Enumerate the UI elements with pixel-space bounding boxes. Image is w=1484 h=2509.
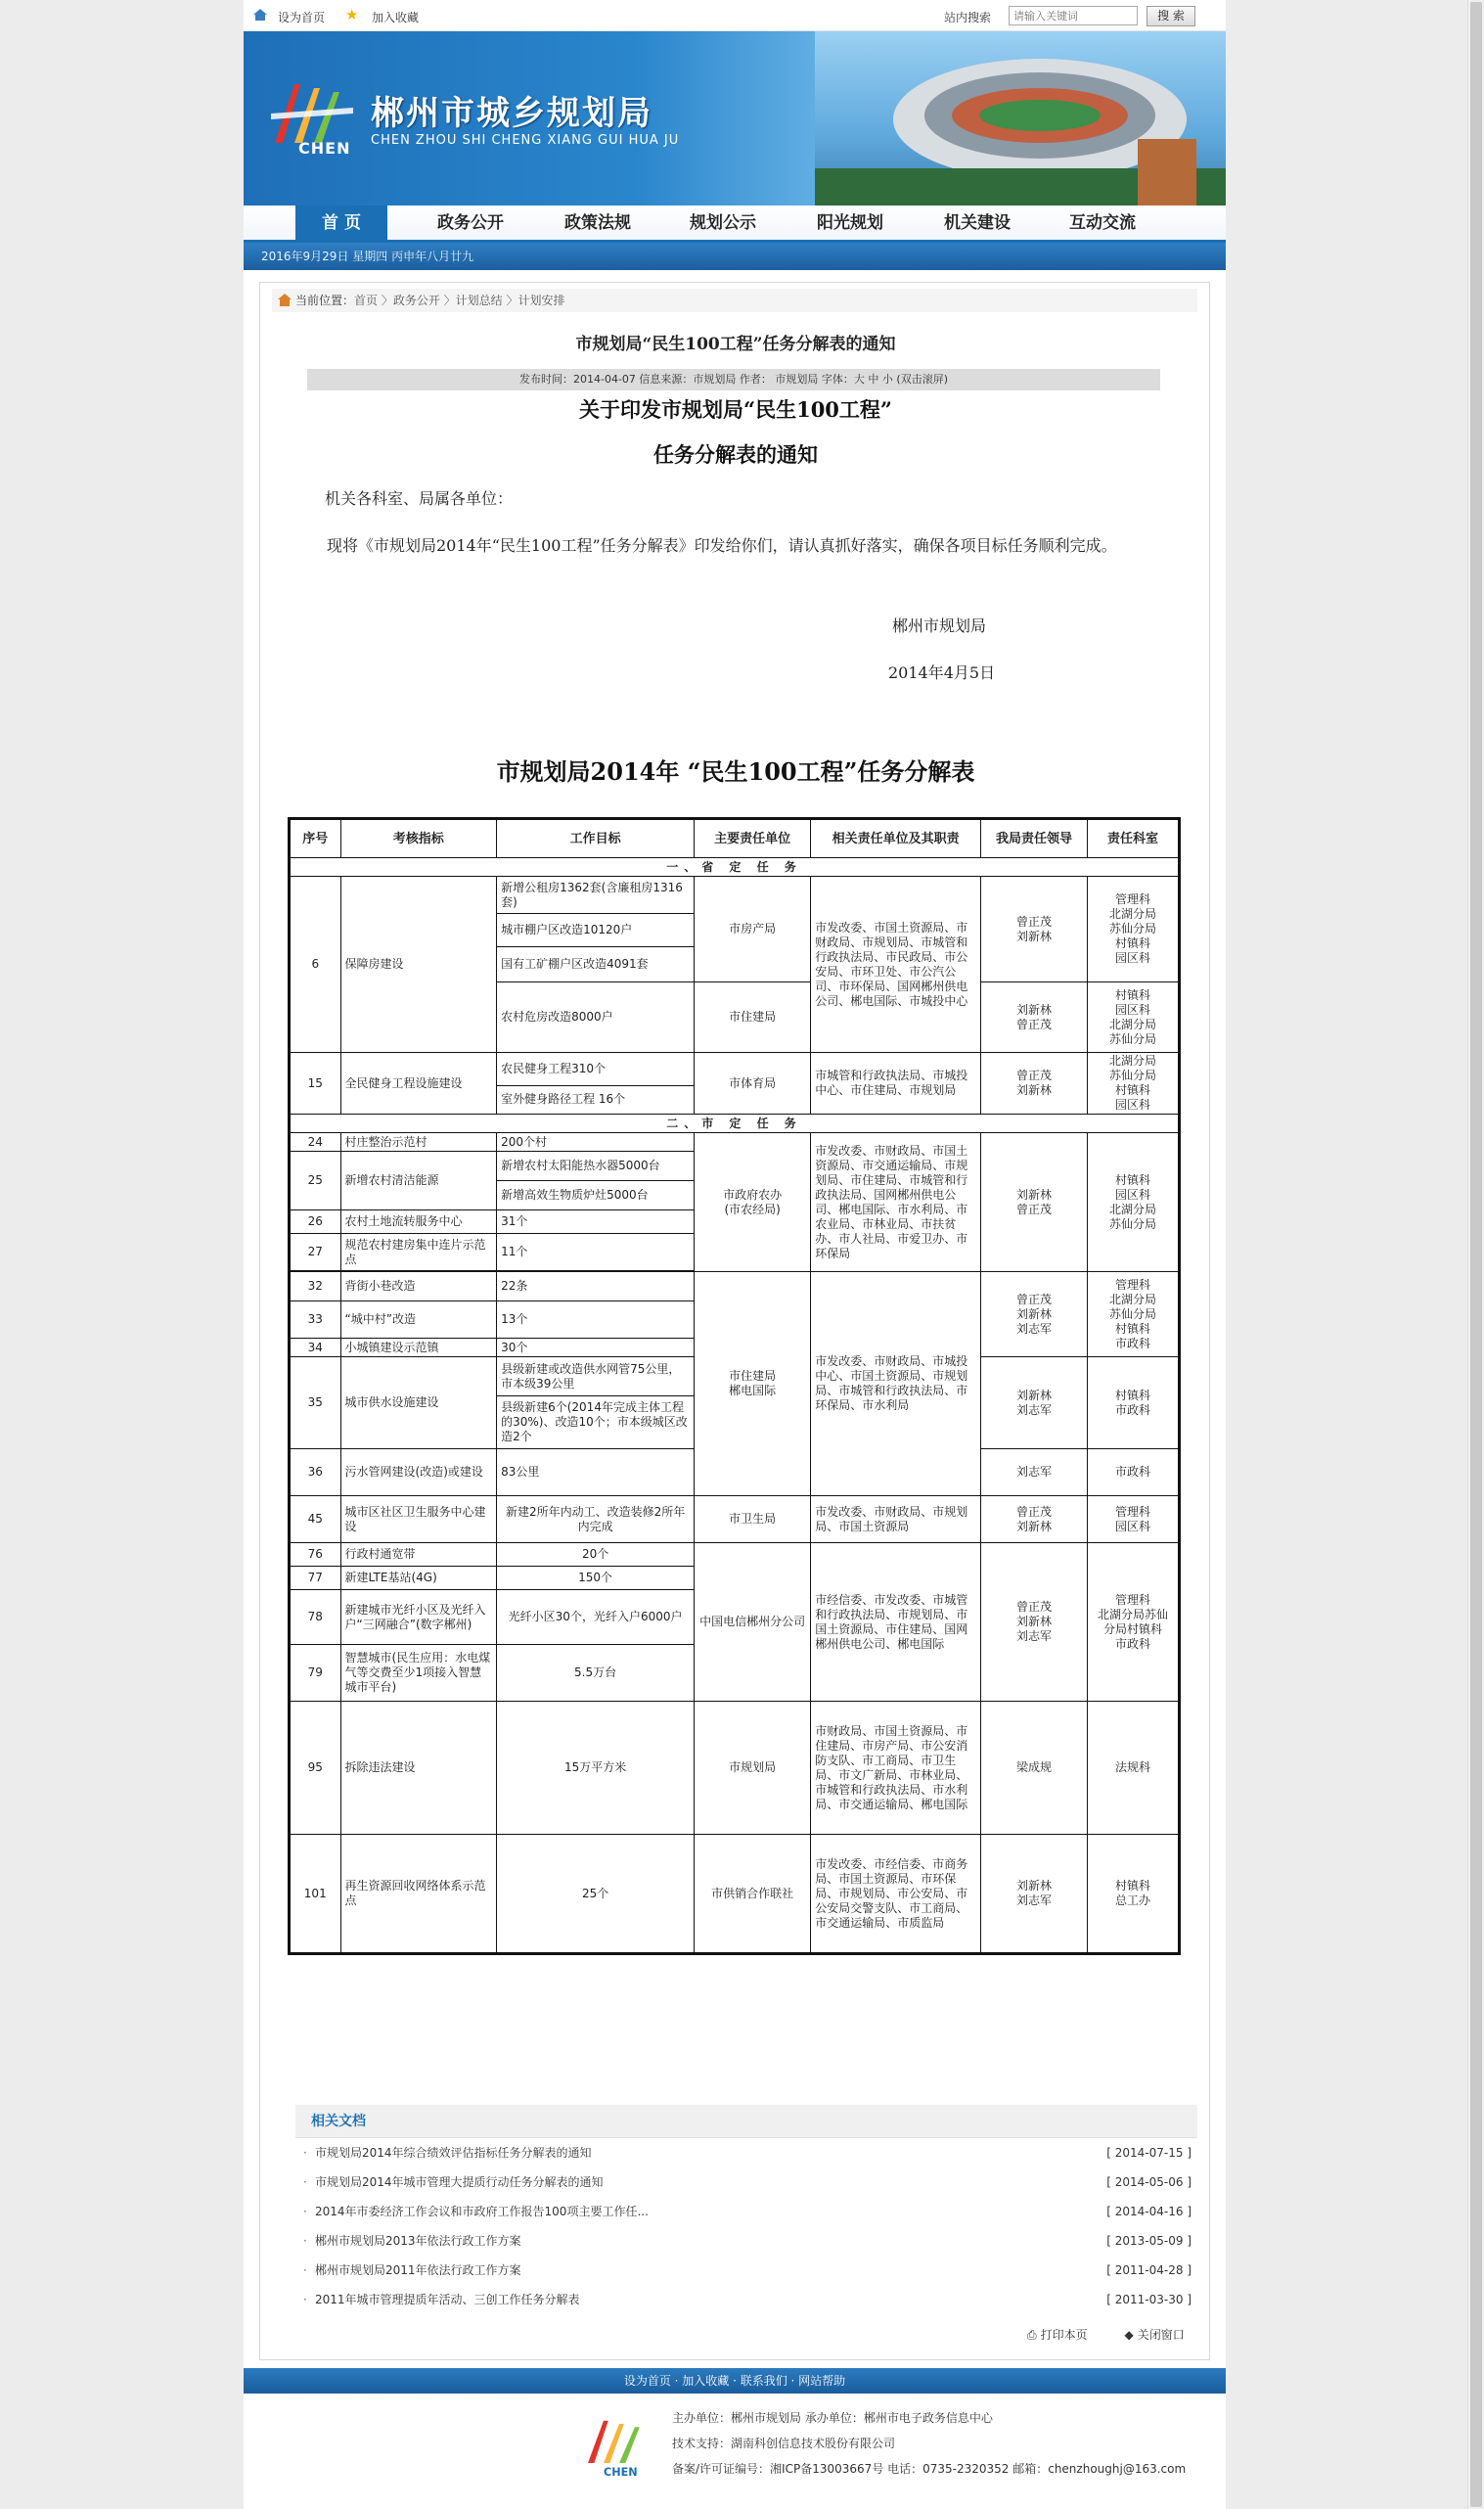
cell-unit: 市体育局	[695, 1053, 811, 1115]
doc-signature: 郴州市规划局	[892, 616, 987, 635]
section-label: 二、市 定 任 务	[290, 1115, 1180, 1133]
cell-related: 市发改委、市经信委、市商务局、市国土资源局、市环保局、市规划局、市公安局、市公安局交警支队、市工商局、市交通运输局、市质监局	[811, 1835, 981, 1954]
cell-goal: 22条	[497, 1272, 695, 1301]
cell-goal: 5.5万台	[497, 1645, 695, 1702]
cell-indicator: 村庄整治示范村	[340, 1133, 497, 1152]
cell-goal: 25个	[497, 1835, 695, 1954]
cell-goal: 31个	[497, 1210, 695, 1234]
table-row	[290, 1133, 1180, 1152]
related-doc-link[interactable]: 郴州市规划局2011年依法行政工作方案	[315, 2263, 521, 2277]
cell-indicator: “城中村”改造	[340, 1301, 497, 1339]
cell-no: 34	[290, 1339, 341, 1357]
cell-dept: 村镇科 园区科 北湖分局 苏仙分局	[1088, 982, 1180, 1053]
cell-no: 24	[290, 1133, 341, 1152]
breadcrumb-label: 当前位置：	[295, 294, 355, 307]
cell-leader: 刘志军	[980, 1449, 1087, 1496]
cell-no: 76	[290, 1543, 341, 1567]
related-doc-item[interactable]	[295, 2167, 1197, 2197]
cell-dept: 法规科	[1088, 1702, 1180, 1835]
table-row	[290, 1496, 1180, 1543]
table-header-row	[290, 819, 1180, 858]
breadcrumb	[272, 289, 1197, 312]
header-cell: 主要责任单位	[695, 819, 811, 858]
cell-unit: 市房产局	[695, 877, 811, 982]
cell-unit: 市住建局 郴电国际	[695, 1272, 811, 1496]
cell-related: 市发改委、市财政局、市规划局、市国土资源局	[811, 1496, 981, 1543]
cell-goal: 20个	[497, 1543, 695, 1567]
add-favorite-link[interactable]: 加入收藏	[372, 11, 420, 24]
related-doc-date: [ 2014-07-15 ]	[1106, 2146, 1192, 2160]
header-cell: 考核指标	[340, 819, 497, 858]
footer	[244, 2394, 1226, 2509]
doc-salutation: 机关各科室、局属各单位：	[325, 489, 514, 508]
table-row	[290, 1272, 1180, 1301]
cell-goal: 11个	[497, 1234, 695, 1271]
home-icon	[253, 9, 267, 21]
header-cell: 序号	[290, 819, 341, 858]
cell-no: 25	[290, 1152, 341, 1210]
cell-unit: 市政府农办 (市农经局)	[695, 1133, 811, 1272]
doc-body: 现将《市规划局2014年“民生100工程”任务分解表》印发给你们，请认真抓好落实，确保各项目标任务顺利完成。	[327, 536, 1117, 555]
cell-leader: 刘新林 刘志军	[980, 1835, 1087, 1954]
cell-unit: 中国电信郴州分公司	[695, 1543, 811, 1702]
cell-goal: 县级新建6个(2014年完成主体工程的30%)、改造10个；市本级城区改造2个	[497, 1396, 695, 1449]
site-pinyin: CHEN ZHOU SHI CHENG XIANG GUI HUA JU	[371, 133, 680, 148]
stadium-image	[815, 31, 1226, 205]
set-home-link[interactable]: 设为首页	[278, 11, 326, 24]
cell-goal: 农村危房改造8000户	[497, 982, 695, 1053]
cell-unit: 市住建局	[695, 982, 811, 1053]
cell-no: 95	[290, 1702, 341, 1835]
vertical-scrollbar[interactable]	[1467, 0, 1484, 2509]
cell-goal: 150个	[497, 1567, 695, 1590]
doc-date: 2014年4月5日	[888, 663, 996, 682]
nav-policy[interactable]: 政策法规	[564, 213, 631, 233]
cell-dept: 村镇科 市政科	[1088, 1357, 1180, 1449]
search-input[interactable]	[1009, 6, 1138, 25]
cell-no: 77	[290, 1567, 341, 1590]
cell-dept: 管理科 北湖分局 苏仙分局 村镇科 园区科	[1088, 877, 1180, 982]
cell-indicator: 保障房建设	[340, 877, 497, 1053]
cell-leader: 刘新林 曾正茂	[980, 982, 1087, 1053]
cell-dept: 北湖分局 苏仙分局 村镇科 园区科	[1088, 1053, 1180, 1115]
related-doc-item[interactable]	[295, 2226, 1197, 2256]
related-doc-date: [ 2011-03-30 ]	[1106, 2293, 1192, 2306]
cell-dept: 管理科 北湖分局苏仙分局村镇科 市政科	[1088, 1543, 1180, 1702]
header-cell: 我局责任领导	[980, 819, 1087, 858]
cell-no: 6	[290, 877, 341, 1053]
cell-no: 78	[290, 1590, 341, 1645]
cell-no: 26	[290, 1210, 341, 1234]
cell-leader: 曾正茂 刘新林	[980, 877, 1087, 982]
cell-dept: 市政科	[1088, 1449, 1180, 1496]
cell-goal: 新建2所年内动工、改造装修2所年内完成	[497, 1496, 695, 1543]
cell-leader: 曾正茂 刘新林	[980, 1053, 1087, 1115]
scrollbar-thumb[interactable]	[1470, 2, 1482, 2507]
cell-dept: 管理科 北湖分局 苏仙分局 村镇科 市政科	[1088, 1272, 1180, 1357]
cell-dept: 村镇科 总工办	[1088, 1835, 1180, 1954]
footer-logo-text: CHEN	[604, 2465, 638, 2479]
search-label: 站内搜索	[944, 11, 992, 24]
cell-indicator: 拆除违法建设	[340, 1702, 497, 1835]
search-button[interactable]: 搜 索	[1147, 6, 1195, 26]
table-row	[290, 877, 1180, 914]
footer-nav[interactable]: 设为首页 · 加入收藏 · 联系我们 · 网站帮助	[244, 2368, 1226, 2394]
cell-indicator: 背街小巷改造	[340, 1272, 497, 1301]
print-link[interactable]: 打印本页	[1040, 2328, 1088, 2342]
cell-indicator: 城市区社区卫生服务中心建设	[340, 1496, 497, 1543]
section-row	[290, 858, 1180, 877]
cell-related: 市发改委、市财政局、市国土资源局、市交通运输局、市规划局、市住建局、市城管和行政执法局、国网郴州供电公司、郴电国际、市水利局、市农业局、市林业局、市扶贫办、市人社局、市爱卫办、市环保局	[811, 1133, 981, 1272]
related-doc-link[interactable]: 2014年市委经济工作会议和市政府工作报告100项主要工作任...	[315, 2205, 649, 2218]
related-doc-link[interactable]: 2011年城市管理提质年活动、三创工作任务分解表	[315, 2293, 580, 2306]
cell-leader: 曾正茂 刘新林 刘志军	[980, 1272, 1087, 1357]
cell-unit: 市规划局	[695, 1702, 811, 1835]
page-wrapper	[244, 0, 1226, 2509]
cell-indicator: 农村土地流转服务中心	[340, 1210, 497, 1234]
cell-goal: 农民健身工程310个	[497, 1053, 695, 1086]
cell-goal: 城市棚户区改造10120户	[497, 914, 695, 947]
cell-no: 45	[290, 1496, 341, 1543]
main-nav	[244, 205, 1226, 243]
nav-interaction[interactable]: 互动交流	[1069, 213, 1136, 233]
cell-indicator: 行政村通宽带	[340, 1543, 497, 1567]
cell-no: 15	[290, 1053, 341, 1115]
cell-leader: 刘新林 刘志军	[980, 1357, 1087, 1449]
cell-leader: 曾正茂 刘新林 刘志军	[980, 1543, 1087, 1702]
related-doc-item[interactable]	[295, 2256, 1197, 2285]
cell-goal: 县级新建或改造供水网管75公里，市本级39公里	[497, 1357, 695, 1396]
nav-sunshine-plan[interactable]: 阳光规划	[817, 213, 883, 233]
cell-related: 市城管和行政执法局、市城投中心、市住建局、市规划局	[811, 1053, 981, 1115]
nav-gov-affairs[interactable]: 政务公开	[437, 213, 504, 233]
cell-no: 35	[290, 1357, 341, 1449]
cell-goal: 13个	[497, 1301, 695, 1339]
cell-no: 79	[290, 1645, 341, 1702]
cell-goal: 200个村	[497, 1133, 695, 1152]
nav-org-building[interactable]: 机关建设	[944, 213, 1011, 233]
cell-dept: 管理科 园区科	[1088, 1496, 1180, 1543]
table-row	[290, 1053, 1180, 1086]
cell-indicator: 新建城市光纤小区及光纤入户“三网融合”(数字郴州)	[340, 1590, 497, 1645]
table-title: 市规划局2014年 “民生100工程”任务分解表	[496, 757, 975, 786]
date-bar: 2016年9月29日 星期四 丙申年八月廿九	[244, 243, 1226, 270]
star-icon: ★	[345, 6, 359, 23]
cell-leader: 梁成规	[980, 1702, 1087, 1835]
cell-no: 27	[290, 1234, 341, 1271]
related-doc-date: [ 2011-04-28 ]	[1106, 2263, 1192, 2277]
cell-related: 市发改委、市财政局、市城投中心、市国土资源局、市规划局、市城管和行政执法局、市环保局、市水利局	[811, 1272, 981, 1496]
doc-heading-line2: 任务分解表的通知	[653, 442, 818, 467]
close-window-link[interactable]: 关闭窗口	[1137, 2328, 1185, 2342]
cell-goal: 新增农村太阳能热水器5000台	[497, 1152, 695, 1181]
article-container	[259, 282, 1210, 2360]
related-doc-link[interactable]: 郴州市规划局2013年依法行政工作方案	[315, 2234, 521, 2248]
related-doc-link[interactable]: 市规划局2014年城市管理大提质行动任务分解表的通知	[315, 2175, 604, 2189]
cell-indicator: 污水管网建设(改造)或建设	[340, 1449, 497, 1496]
cell-indicator: 新增农村清洁能源	[340, 1152, 497, 1210]
section-row	[290, 1115, 1180, 1133]
cell-related: 市经信委、市发改委、市城管和行政执法局、市规划局、市国土资源局、市住建局、国网郴州供电公司、郴电国际	[811, 1543, 981, 1702]
cell-indicator: 智慧城市(民生应用：水电煤气等交费至少1项接入智慧城市平台)	[340, 1645, 497, 1702]
cell-related: 市财政局、市国土资源局、市住建局、市房产局、市公安消防支队、市工商局、市卫生局、市文广新局、市林业局、市城管和行政执法局、市水利局、市交通运输局、郴电国际	[811, 1702, 981, 1835]
footer-line-host: 主办单位：郴州市规划局 承办单位：郴州市电子政务信息中心	[672, 2411, 993, 2425]
related-docs-title: 相关文档	[295, 2105, 1197, 2138]
related-doc-date: [ 2013-05-09 ]	[1106, 2234, 1192, 2248]
cell-goal: 新增公租房1362套(含廉租房1316套)	[497, 877, 695, 914]
site-banner	[244, 31, 1226, 205]
printer-icon: ⎙	[1027, 2328, 1037, 2342]
related-doc-item[interactable]	[295, 2138, 1197, 2167]
cell-goal: 83公里	[497, 1449, 695, 1496]
footer-logo-icon	[580, 2415, 658, 2480]
cell-indicator: 全民健身工程设施建设	[340, 1053, 497, 1115]
top-bar	[244, 0, 1226, 31]
cell-goal: 光纤小区30个，光纤入户6000户	[497, 1590, 695, 1645]
header-cell: 责任科室	[1088, 819, 1180, 858]
related-doc-date: [ 2014-05-06 ]	[1106, 2175, 1192, 2189]
cell-goal: 新增高效生物质炉灶5000台	[497, 1181, 695, 1210]
site-name: 郴州市城乡规划局	[371, 94, 652, 133]
nav-home[interactable]: 首 页	[295, 205, 387, 243]
logo-text: CHEN	[298, 139, 351, 158]
table-row	[290, 1835, 1180, 1954]
cell-related: 市发改委、市国土资源局、市财政局、市规划局、市城管和行政执法局、市民政局、市公安局、市环卫处、市公汽公司、市环保局、国网郴州供电公司、郴电国际、市城投中心	[811, 877, 981, 1053]
cell-goal: 30个	[497, 1339, 695, 1357]
article-meta: 发布时间：2014-04-07 信息来源：市规划局 作者： 市规划局 字体：大 中 小 (双击滚屏)	[307, 369, 1160, 390]
cell-no: 33	[290, 1301, 341, 1339]
cell-dept: 村镇科 园区科 北湖分局 苏仙分局	[1088, 1133, 1180, 1272]
cell-goal: 国有工矿棚户区改造4091套	[497, 947, 695, 982]
cell-indicator: 小城镇建设示范镇	[340, 1339, 497, 1357]
cell-indicator: 规范农村建房集中连片示范点	[340, 1234, 497, 1271]
footer-line-support: 技术支持：湖南科创信息技术股份有限公司	[672, 2437, 896, 2450]
section-label: 一、省 定 任 务	[290, 858, 1180, 877]
header-cell: 相关责任单位及其职责	[811, 819, 981, 858]
doc-heading-line1: 关于印发市规划局“民生100工程”	[579, 397, 892, 422]
cell-unit: 市供销合作联社	[695, 1835, 811, 1954]
cell-leader: 曾正茂 刘新林	[980, 1496, 1087, 1543]
related-doc-item[interactable]	[295, 2285, 1197, 2314]
cell-no: 32	[290, 1272, 341, 1301]
task-table	[288, 817, 1181, 1955]
breadcrumb-path[interactable]: 首页 〉政务公开 〉计划总结 〉计划安排	[354, 294, 565, 307]
related-doc-date: [ 2014-04-16 ]	[1106, 2205, 1192, 2218]
cell-no: 36	[290, 1449, 341, 1496]
cell-indicator: 城市供水设施建设	[340, 1357, 497, 1449]
cell-goal: 室外健身路径工程 16个	[497, 1085, 695, 1114]
cell-indicator: 新建LTE基站(4G)	[340, 1567, 497, 1590]
cell-no: 101	[290, 1835, 341, 1954]
footer-line-icp: 备案/许可证编号：湘ICP备13003667号 电话：0735-2320352 邮箱：chenzhoughj@163.com	[672, 2462, 1187, 2476]
cell-unit: 市卫生局	[695, 1496, 811, 1543]
related-doc-item[interactable]	[295, 2197, 1197, 2226]
close-icon: ◆	[1124, 2328, 1134, 2342]
page-actions	[1023, 2326, 1185, 2343]
cell-indicator: 再生资源回收网络体系示范点	[340, 1835, 497, 1954]
related-doc-link[interactable]: 市规划局2014年综合绩效评估指标任务分解表的通知	[315, 2146, 592, 2160]
cell-goal: 15万平方米	[497, 1702, 695, 1835]
article-title: 市规划局“民生100工程”任务分解表的通知	[575, 335, 896, 354]
related-docs	[295, 2105, 1197, 2314]
header-cell: 工作目标	[497, 819, 695, 858]
table-row	[290, 1702, 1180, 1835]
nav-plan-notice[interactable]: 规划公示	[690, 213, 756, 233]
home-icon	[278, 294, 292, 306]
cell-leader: 刘新林 曾正茂	[980, 1133, 1087, 1272]
table-row	[290, 1543, 1180, 1567]
